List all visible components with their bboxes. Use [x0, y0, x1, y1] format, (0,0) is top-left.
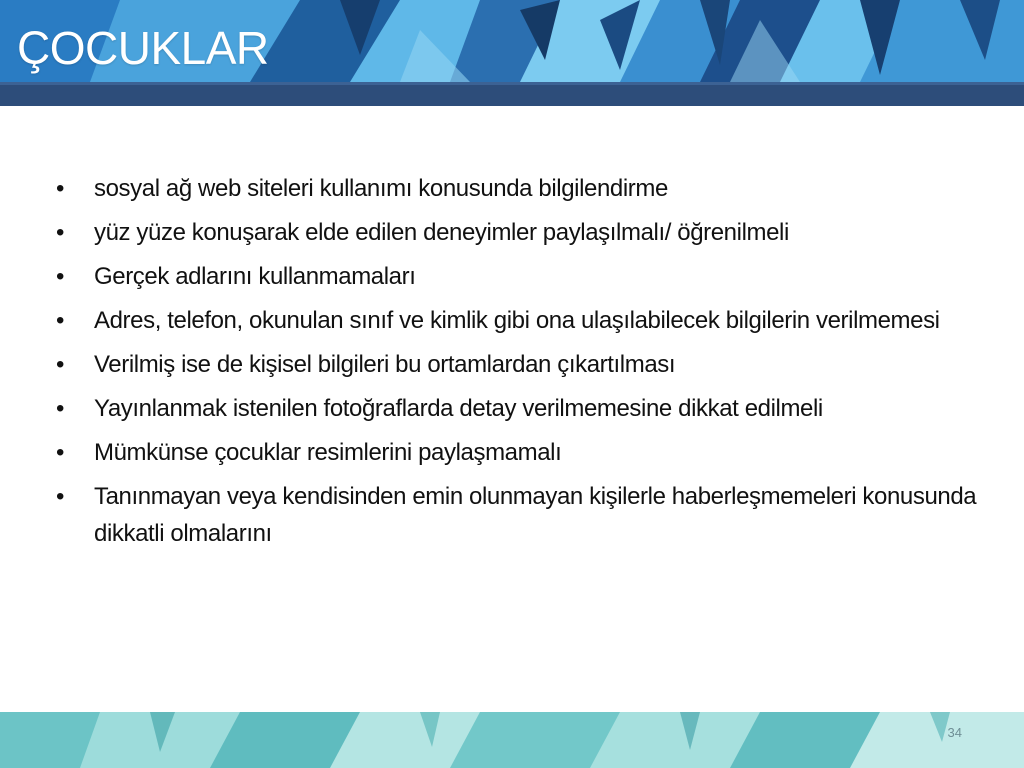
bullet-icon: • [56, 219, 65, 246]
bullet-icon: • [56, 439, 65, 466]
bullet-item [48, 434, 988, 471]
bullet-item [48, 214, 988, 251]
bullet-text: Verilmiş ise de kişisel bilgileri bu ortamlardan çıkartılması [94, 351, 676, 378]
bullet-item [48, 258, 988, 295]
bullet-text: Tanınmayan veya kendisinden emin olunmayan kişilerle haberleşmemeleri konusunda dikkatli olmalarını [94, 483, 977, 547]
bullet-item [48, 478, 988, 552]
bullet-icon: • [56, 175, 65, 202]
bullet-text: Gerçek adlarını kullanmamaları [94, 263, 416, 290]
bullet-text: sosyal ağ web siteleri kullanımı konusunda bilgilendirme [94, 175, 668, 202]
bullet-icon: • [56, 351, 65, 378]
bullet-text: Adres, telefon, okunulan sınıf ve kimlik gibi ona ulaşılabilecek bilgilerin verilmemesi [94, 307, 940, 334]
page-number: 34 [947, 725, 962, 740]
bullet-item [48, 390, 988, 427]
bullet-text: Yayınlanmak istenilen fotoğraflarda detay verilmemesine dikkat edilmeli [94, 395, 823, 422]
bullet-icon: • [56, 395, 65, 422]
bullet-item [48, 346, 988, 383]
bullet-icon: • [56, 483, 65, 510]
bullet-text: yüz yüze konuşarak elde edilen deneyimler paylaşılmalı/ öğrenilmeli [94, 219, 789, 246]
footer-polygon-background [0, 712, 1024, 768]
slide-title: ÇOCUKLAR [17, 22, 269, 74]
bullet-icon: • [56, 307, 65, 334]
slide-content [48, 170, 988, 559]
footer-banner [0, 712, 1024, 768]
bullet-icon: • [56, 263, 65, 290]
header-banner [0, 0, 1024, 106]
bullet-list [48, 170, 988, 552]
bullet-item [48, 302, 988, 339]
bullet-item [48, 170, 988, 207]
bullet-text: Mümkünse çocuklar resimlerini paylaşmamalı [94, 439, 562, 466]
